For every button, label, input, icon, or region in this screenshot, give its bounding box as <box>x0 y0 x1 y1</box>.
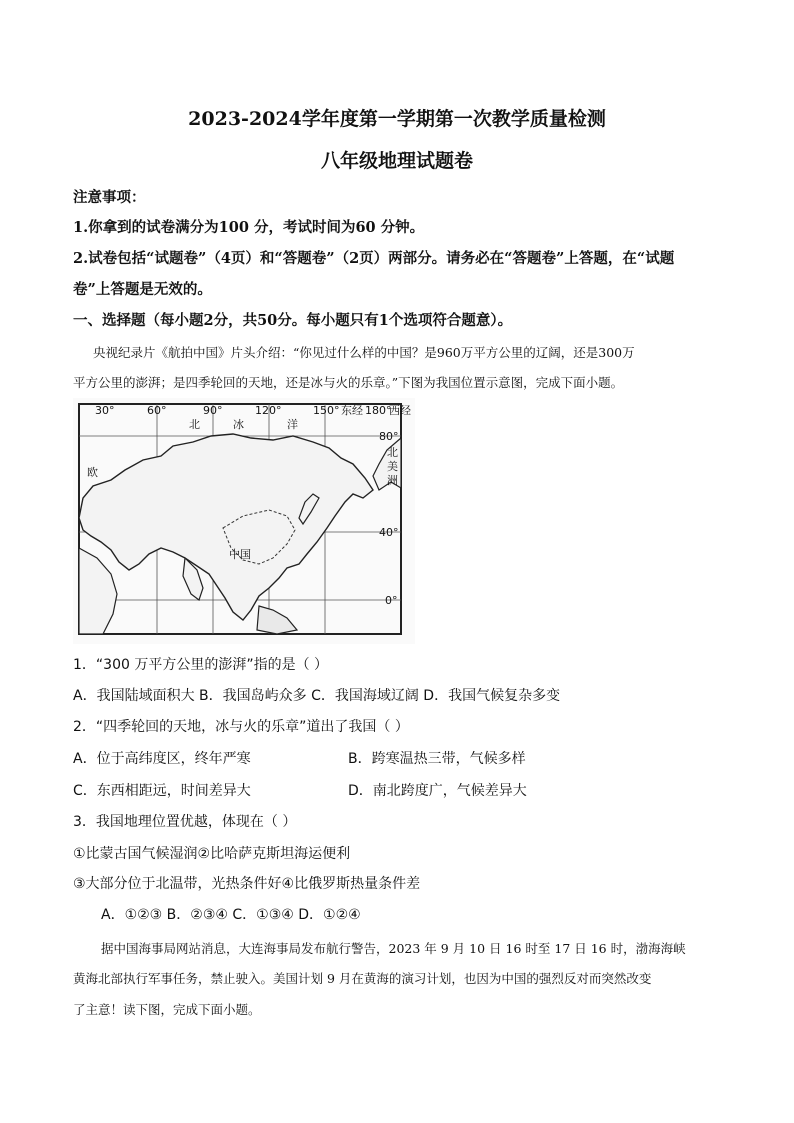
q3-statement-1: ①比蒙古国气候湿润②比哈萨克斯坦海运便利 <box>73 846 351 862</box>
lon-label-60: 60° <box>147 404 167 417</box>
passage2-line-1: 据中国海事局网站消息，大连海事局发布航行警告，2023 年 9 月 10 日 16 时至 17 日 16 时，渤海海峡 <box>101 941 686 956</box>
lon-label-90: 90° <box>203 404 223 417</box>
q2-option-a: A．位于高纬度区，终年严寒 <box>73 751 251 767</box>
q1-options: A．我国陆域面积大 B．我国岛屿众多 C．我国海域辽阔 D．我国气候复杂多变 <box>73 688 561 704</box>
lon-label-150: 150° <box>313 404 340 417</box>
q3-statement-2: ③大部分位于北温带，光热条件好④比俄罗斯热量条件差 <box>73 876 421 892</box>
passage2-line-2: 黄海北部执行军事任务，禁止驶入。美国计划 9 月在黄海的演习计划，也因为中国的强烈反对而突然改变 <box>73 971 652 986</box>
intro-line-1: 央视纪录片《航拍中国》片头介绍：“你见过什么样的中国？是960万平方公里的辽阔，还是300万 <box>93 345 635 360</box>
notice-item-1: 1.你拿到的试卷满分为100 分，考试时间为60 分钟。 <box>73 219 425 236</box>
lat-label-0: 0° <box>385 594 398 607</box>
north-america-char-1: 北 <box>387 446 398 459</box>
exam-subtitle: 八年级地理试题卷 <box>320 150 473 172</box>
q2-option-c: C．东西相距远，时间差异大 <box>73 783 251 799</box>
europe-label: 欧 <box>87 466 98 479</box>
notice-item-2-line-2: 卷”上答题是无效的。 <box>73 281 212 298</box>
q3-stem: 3．我国地理位置优越，体现在（ ） <box>73 814 297 830</box>
q3-options: A．①②③ B．②③④ C．①③④ D．①②④ <box>101 907 361 923</box>
lon-label-180: 180° <box>365 404 392 417</box>
arctic-ocean-char-3: 洋 <box>287 418 298 431</box>
arctic-ocean-char-1: 北 <box>189 418 200 431</box>
q1-stem: 1．“300 万平方公里的澎湃”指的是（ ） <box>73 657 329 673</box>
china-label: 中国 <box>229 548 251 561</box>
q2-option-b: B．跨寒温热三带，气候多样 <box>348 751 526 767</box>
west-longitude-label: 西经 <box>389 404 411 417</box>
north-america-char-3: 洲 <box>387 474 398 487</box>
arctic-ocean-char-2: 冰 <box>233 418 244 431</box>
east-longitude-label: 东经 <box>341 404 363 417</box>
q2-option-d: D．南北跨度广，气候差异大 <box>348 783 527 799</box>
lat-label-40: 40° <box>379 526 399 539</box>
lat-label-80: 80° <box>379 430 399 443</box>
section-heading: 一、选择题（每小题2分，共50分。每小题只有1个选项符合题意）。 <box>73 312 513 329</box>
china-location-map <box>73 398 415 644</box>
lon-label-30: 30° <box>95 404 115 417</box>
notice-item-2-line-1: 2.试卷包括“试题卷”（4页）和“答题卷”（2页）两部分。请务必在“答题卷”上答题，在“试题 <box>73 250 675 267</box>
passage2-line-3: 了主意！读下图，完成下面小题。 <box>73 1002 261 1017</box>
notice-heading: 注意事项： <box>73 189 146 206</box>
lon-label-120: 120° <box>255 404 282 417</box>
exam-title: 2023-2024学年度第一学期第一次教学质量检测 <box>188 108 606 130</box>
north-america-char-2: 美 <box>387 460 398 473</box>
q2-stem: 2．“四季轮回的天地，冰与火的乐章”道出了我国（ ） <box>73 719 409 735</box>
intro-line-2: 平方公里的澎湃；是四季轮回的天地，还是冰与火的乐章。”下图为我国位置示意图，完成下面小题。 <box>73 375 624 390</box>
